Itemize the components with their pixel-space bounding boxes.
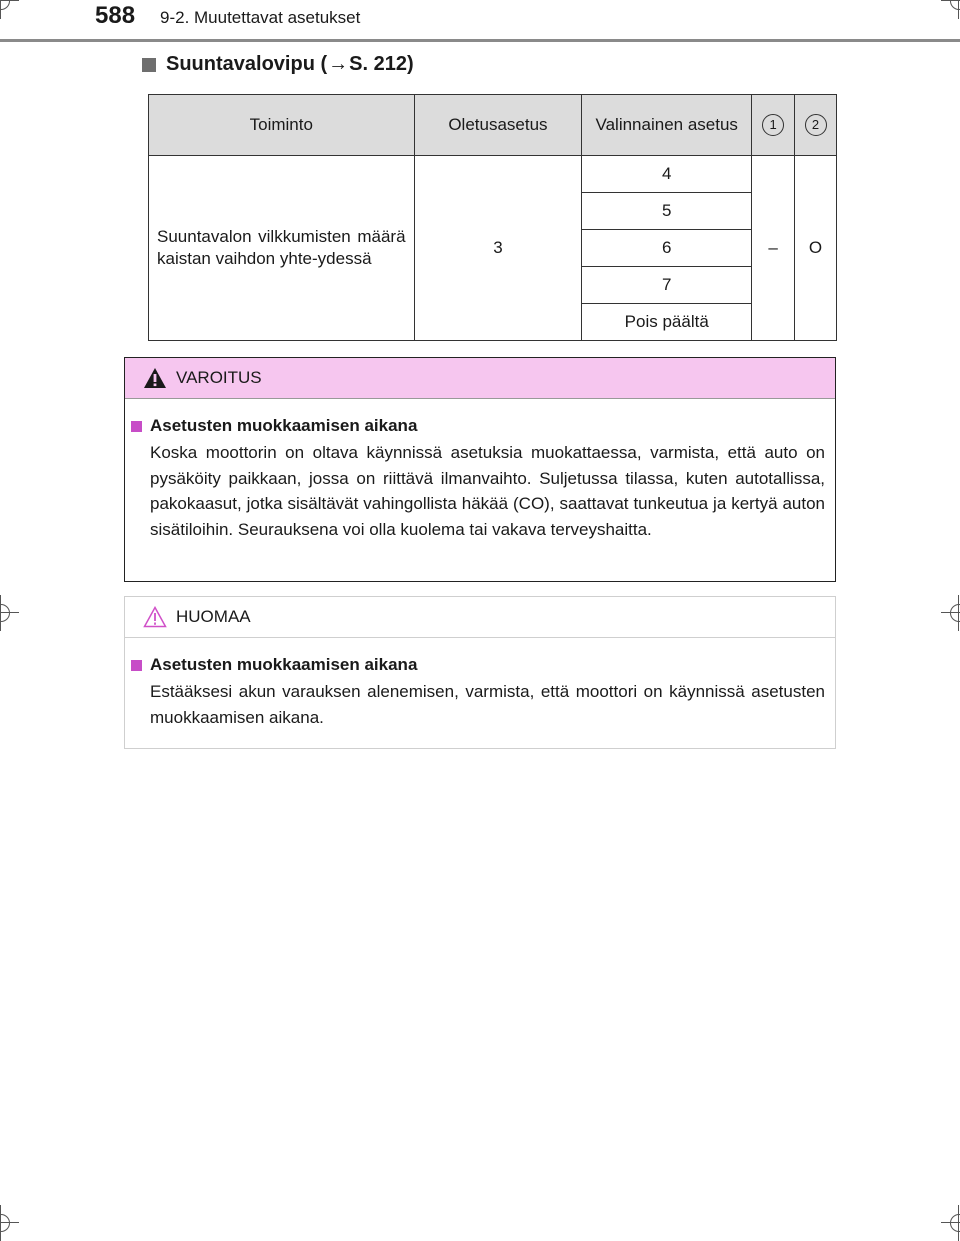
notice-box	[124, 596, 836, 749]
option-cell: 5	[582, 193, 752, 230]
caution-triangle-icon	[143, 606, 167, 628]
section-title-text: Suuntavalovipu (	[166, 53, 328, 75]
notice-subheading: Asetusten muokkaamisen aikana	[131, 655, 835, 675]
notice-label: HUOMAA	[176, 607, 251, 626]
default-cell: 3	[414, 156, 582, 341]
settings-table	[148, 94, 837, 341]
circled-one-icon: 1	[762, 114, 784, 136]
magenta-bullet-icon	[131, 660, 142, 671]
crop-mark-mid-right	[941, 595, 960, 631]
header-rule	[0, 39, 960, 42]
header-default: Oletusasetus	[414, 95, 582, 156]
warning-text: Koska moottorin on oltava käynnissä asetuksia muokattaessa, varmista, että auto on pysäköity paikkaan, jossa on riittävä ilmanvaihto. Suljetussa tilassa, kuten autotallissa, pakokaasut, jotka sisältävät vahingollista häkää (CO), saattavat tunkeutua ja kertyä auton sisätiloihin. Seurauksena voi olla kuolema tai vakava terveyshaitta.	[150, 443, 825, 539]
crop-mark-bottom-right	[941, 1205, 960, 1241]
header-circled-2	[795, 95, 837, 156]
chapter-title: 9-2. Muutettavat asetukset	[160, 8, 361, 27]
warning-triangle-icon	[143, 367, 167, 389]
warning-subheading: Asetusten muokkaamisen aikana	[131, 416, 835, 436]
table-header-row	[149, 95, 837, 156]
option-cell: Pois päältä	[582, 304, 752, 341]
section-page-ref: S. 212)	[349, 53, 414, 75]
warning-header	[125, 358, 835, 399]
warning-label: VAROITUS	[176, 368, 262, 387]
section-bullet-icon	[142, 58, 156, 72]
warning-box	[124, 357, 836, 582]
crop-mark-mid-left	[0, 595, 19, 631]
table-row	[149, 156, 837, 193]
col2-cell: O	[795, 156, 837, 341]
crop-mark-top-right	[941, 0, 960, 19]
header-function: Toiminto	[149, 95, 415, 156]
section-title	[142, 53, 414, 76]
page-number: 588	[95, 2, 136, 29]
circled-two-icon: 2	[805, 114, 827, 136]
crop-mark-bottom-left	[0, 1205, 19, 1241]
option-cell: 4	[582, 156, 752, 193]
crop-mark-top-left	[0, 0, 19, 19]
option-cell: 7	[582, 267, 752, 304]
header-optional: Valinnainen asetus	[582, 95, 752, 156]
option-cell: 6	[582, 230, 752, 267]
notice-text: Estääksesi akun varauksen alenemisen, varmista, että moottori on käynnissä asetusten muokkaamisen aikana.	[150, 682, 825, 727]
magenta-bullet-icon	[131, 421, 142, 432]
function-cell: Suuntavalon vilkkumisten määrä kaistan vaihdon yhte-ydessä	[149, 156, 415, 341]
reference-arrow-icon: →	[328, 53, 349, 75]
col1-cell: –	[752, 156, 795, 341]
notice-header	[125, 597, 835, 638]
header-circled-1	[752, 95, 795, 156]
